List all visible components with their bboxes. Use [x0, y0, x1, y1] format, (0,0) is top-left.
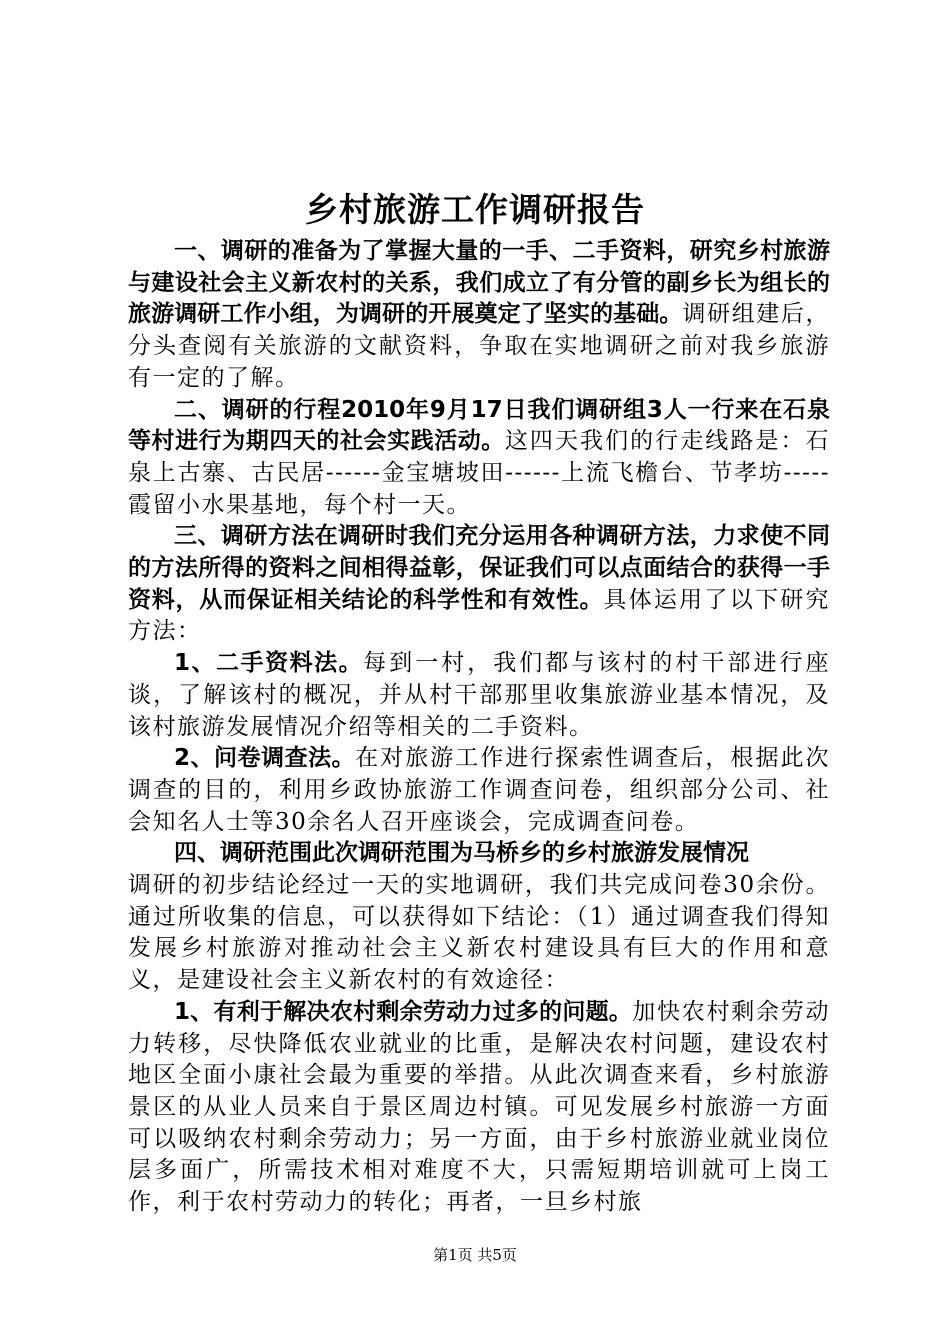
page-number-footer: 第1页 共5页 [433, 1246, 517, 1264]
paragraph-text: 调研的初步结论经过一天的实地调研，我们共完成问卷30余份。通过所收集的信息，可以获得如下结论：（1）通过调查我们得知发展乡村旅游对推动社会主义新农村建设具有巨大的作用和意义，是建设社会主义新农村的有效途径： [128, 872, 830, 994]
paragraph-itinerary [128, 395, 830, 522]
paragraph-text: 在对旅游工作进行探索性调查后，根据此次调查的目的，利用乡政协旅游工作调查问卷，组织部分公司、社会知名人士等30余名人召开座谈会，完成调查问卷。 [128, 745, 830, 835]
paragraph-conclusion [128, 870, 830, 997]
paragraph-heading: 1、二手资料法。 [174, 650, 364, 677]
paragraph-heading: 四、调研范围此次调研范围为马桥乡的乡村旅游发展情况 [174, 840, 749, 867]
document-body [128, 236, 830, 1219]
paragraph-text: 每到一村，我们都与该村的村干部进行座谈，了解该村的概况，并从村干部那里收集旅游业基本情况，及该村旅游发展情况介绍等相关的二手资料。 [128, 650, 831, 740]
paragraph-heading: 二、调研的行程2010年9月17日我们调研组3人一行来在石泉等村进行为期四天的社会实践活动。 [128, 396, 830, 455]
paragraph-text: 调研组建后，分头查阅有关旅游的文献资料，争取在实地调研之前对我乡旅游有一定的了解。 [128, 301, 831, 391]
paragraph-heading: 1、有利于解决农村剩余劳动力过多的问题。 [174, 998, 633, 1025]
paragraph-method-secondary-data [128, 648, 830, 743]
paragraph-method-questionnaire [128, 743, 830, 838]
paragraph-methods [128, 521, 830, 648]
paragraph-heading: 一、调研的准备为了掌握大量的一手、二手资料，研究乡村旅游与建设社会主义新农村的关系，我们成立了有分管的副乡长为组长的旅游调研工作小组，为调研的开展奠定了坚实的基础。 [128, 238, 830, 328]
paragraph-heading: 三、调研方法在调研时我们充分运用各种调研方法，力求使不同的方法所得的资料之间相得益彰，保证我们可以点面结合的获得一手资料，从而保证相关结论的科学性和有效性。 [128, 523, 830, 613]
paragraph-labor-surplus [128, 997, 830, 1219]
document-title: 乡村旅游工作调研报告 [305, 190, 645, 229]
paragraph-text: 加快农村剩余劳动力转移，尽快降低农业就业的比重，是解决农村问题，建设农村地区全面小康社会最为重要的举措。从此次调查来看，乡村旅游景区的从业人员来自于景区周边村镇。可见发展乡村旅游一方面可以吸纳农村剩余劳动力；另一方面，由于乡村旅游业就业岗位层多面广，所需技术相对难度不大，只需短期培训就可上岗工作，利于农村劳动力的转化；再者，一旦乡村旅 [128, 998, 830, 1216]
paragraph-heading: 2、问卷调查法。 [174, 745, 356, 772]
paragraph-scope [128, 838, 830, 870]
paragraph-text: 具体运用了以下研究方法： [128, 586, 831, 645]
paragraph-text: 这四天我们的行走线路是：石泉上古寨、古民居------金宝塘坡田------上流飞檐台、节孝坊-----霞留小水果基地，每个村一天。 [128, 428, 831, 518]
paragraph-preparation [128, 236, 830, 395]
